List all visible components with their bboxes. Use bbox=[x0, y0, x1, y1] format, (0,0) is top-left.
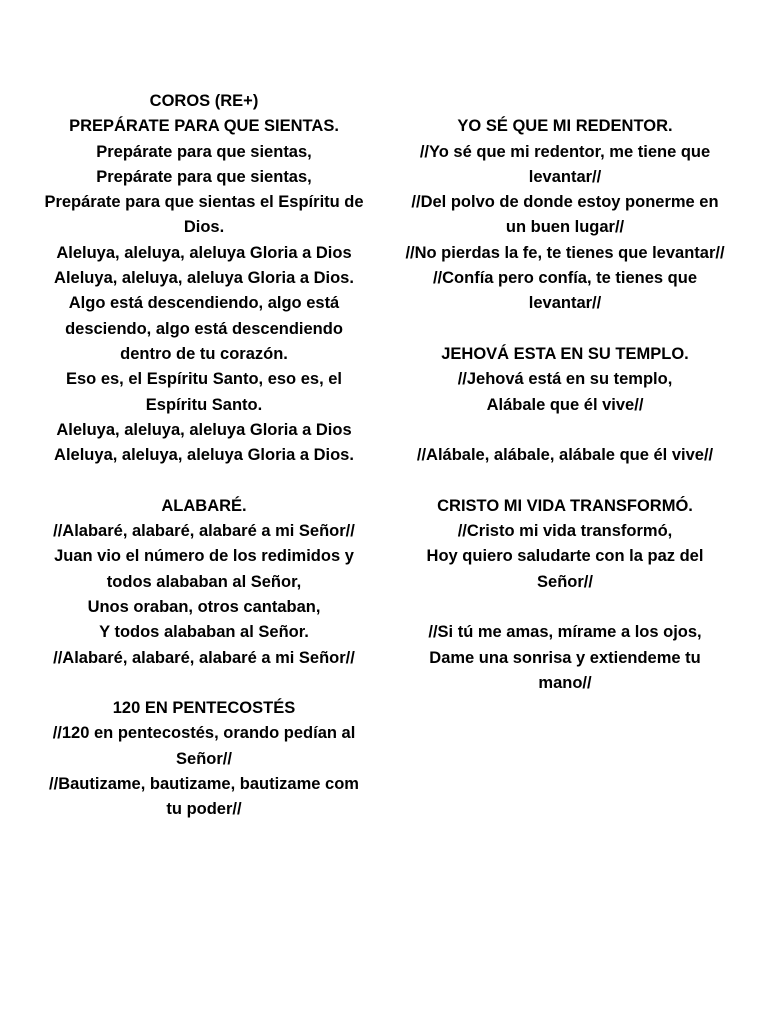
song-title: CRISTO MI VIDA TRANSFORMÓ. bbox=[437, 496, 693, 515]
song-title: 120 EN PENTECOSTÉS bbox=[112, 699, 296, 718]
song-title: ALABARÉ. bbox=[161, 496, 247, 515]
lyric-line: //Del polvo de donde estoy ponerme en un buen lugar// bbox=[411, 193, 719, 237]
lyric-line: Prepárate para que sientas, bbox=[96, 142, 312, 161]
lyric-line: //120 en pentecostés, orando pedían al Señor// bbox=[52, 724, 356, 768]
lyric-line: //Alábale, alábale, alábale que él vive// bbox=[416, 446, 714, 465]
lyric-line: Unos oraban, otros cantaban, bbox=[87, 597, 321, 616]
lyric-line: Alábale que él vive// bbox=[486, 395, 644, 414]
lyric-line: //Alabaré, alabaré, alabaré a mi Señor// bbox=[53, 648, 355, 667]
lyric-line: Dame una sonrisa y extiendeme tu mano// bbox=[429, 648, 701, 692]
lyric-line: Prepárate para que sientas, bbox=[96, 167, 312, 186]
lyric-line: Aleluya, aleluya, aleluya Gloria a Dios. bbox=[54, 446, 354, 465]
lyric-line: Algo está descendiendo, algo está desciendo, algo está descendiendo dentro de tu corazón. bbox=[65, 294, 343, 363]
stanza-break bbox=[404, 418, 726, 443]
lyric-line: //Yo sé que mi redentor, me tiene que levantar// bbox=[419, 142, 711, 186]
lyric-line: Juan vio el número de los redimidos y todos alababan al Señor, bbox=[54, 547, 354, 591]
lyric-line: Aleluya, aleluya, aleluya Gloria a Dios bbox=[56, 420, 352, 439]
song-title: JEHOVÁ ESTA EN SU TEMPLO. bbox=[441, 344, 689, 363]
right-column bbox=[404, 89, 726, 721]
song-alabare bbox=[40, 494, 368, 671]
lyric-line: //Cristo mi vida transformó, bbox=[457, 522, 673, 541]
lyric-line: //No pierdas la fe, te tienes que levantar// bbox=[405, 243, 725, 262]
song-title: YO SÉ QUE MI REDENTOR. bbox=[457, 117, 673, 136]
stanza-break bbox=[404, 595, 726, 620]
lyric-line: //Confía pero confía, te tienes que levantar// bbox=[432, 269, 698, 313]
song-120-en-pentecostes bbox=[40, 696, 368, 822]
left-column bbox=[40, 89, 368, 848]
song-jehova-esta-en-su-templo bbox=[404, 342, 726, 468]
song-title: PREPÁRATE PARA QUE SIENTAS. bbox=[69, 117, 339, 136]
song-preparate bbox=[40, 114, 368, 468]
lyric-line: //Alabaré, alabaré, alabaré a mi Señor// bbox=[53, 522, 355, 541]
header-spacer bbox=[404, 89, 726, 114]
song-cristo-mi-vida-transformo bbox=[404, 494, 726, 696]
lyric-line: Eso es, el Espíritu Santo, eso es, el Espíritu Santo. bbox=[65, 370, 343, 414]
lyric-line: //Si tú me amas, mírame a los ojos, bbox=[428, 623, 702, 642]
lyric-line: Y todos alababan al Señor. bbox=[99, 623, 309, 642]
lyric-line: Prepárate para que sientas el Espíritu de Dios. bbox=[44, 193, 364, 237]
lyric-line: //Bautizame, bautizame, bautizame com tu poder// bbox=[49, 775, 359, 819]
document-header: COROS (RE+) bbox=[149, 92, 259, 110]
lyric-line: Hoy quiero saludarte con la paz del Señor// bbox=[426, 547, 704, 591]
lyric-line: //Jehová está en su templo, bbox=[457, 370, 673, 389]
song-yo-se-que-mi-redentor bbox=[404, 114, 726, 316]
lyric-line: Aleluya, aleluya, aleluya Gloria a Dios bbox=[56, 243, 352, 262]
lyric-line: Aleluya, aleluya, aleluya Gloria a Dios. bbox=[54, 269, 354, 288]
